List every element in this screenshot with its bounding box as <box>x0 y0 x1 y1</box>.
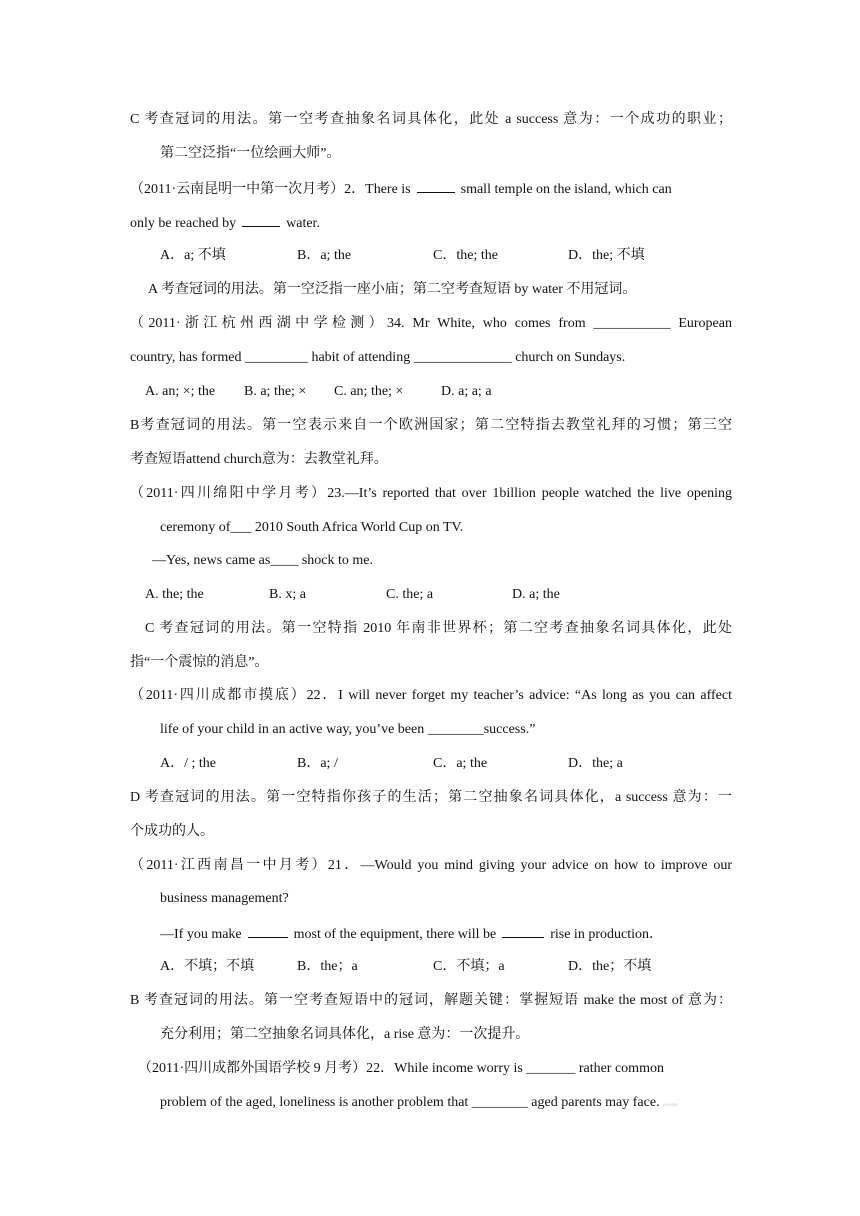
q3-answer-line: B考查冠词的用法。第一空表示来自一个欧洲国家；第二空特指去教堂礼拜的习惯；第三空 <box>130 418 732 433</box>
q5-answer-line: D 考查冠词的用法。第一空特指你孩子的生活；第二空抽象名词具体化，a success 意为：一 <box>130 790 732 805</box>
q3-answer-line2: 考查短语attend church意为：去教堂礼拜。 <box>130 452 388 467</box>
q3-option-a: A. an; ×; the <box>145 384 216 399</box>
q5-stem-line2: life of your child in an active way, you’ve been ________success.” <box>160 722 536 737</box>
q4-option-c: C. the; a <box>386 587 434 602</box>
q5-option-d: D．the; a <box>568 756 623 771</box>
q2-blank-1 <box>417 178 455 193</box>
q6-answer-line: B 考查冠词的用法。第一空考查短语中的冠词，解题关键：掌握短语 make the most of 意为： <box>130 993 732 1008</box>
q7-stem-line2-text: problem of the aged, loneliness is another problem that ________ aged parents may face. <box>160 1095 660 1110</box>
q2-stem-post: small temple on the island, which can <box>460 182 672 197</box>
q6-stem-line3 <box>160 923 762 945</box>
q2-stem-line1 <box>130 178 732 200</box>
q3-option-b: B. a; the; × <box>244 384 307 399</box>
q2-stem-line2-post: water. <box>286 216 320 231</box>
q6-option-c: C．不填；a <box>433 959 505 974</box>
q5-stem-line1: （2011·四川成都市摸底）22．I will never forget my teacher’s advice: “As long as you can affect <box>130 688 732 703</box>
q6-stem-line1: （2011·江西南昌一中月考）21．—Would you mind giving your advice on how to improve our <box>130 858 732 873</box>
q2-options <box>160 246 762 266</box>
q3-option-d: D. a; a; a <box>441 384 492 399</box>
q4-option-d: D. a; the <box>512 587 560 602</box>
q4-stem-line1: （2011·四川绵阳中学月考）23.—It’s reported that over 1billion people watched the live opening <box>130 486 732 501</box>
q6-option-d: D．the；不填 <box>568 959 652 974</box>
q6-answer-line2: 充分利用；第二空抽象名词具体化，a rise 意为：一次提升。 <box>160 1027 530 1042</box>
q4-option-a: A. the; the <box>145 587 204 602</box>
q6-stem-line3-c: rise in production． <box>550 927 663 942</box>
q2-option-a: A．a; 不填 <box>160 248 226 263</box>
q5-option-a: A．/ ; the <box>160 756 216 771</box>
q6-option-a: A．不填；不填 <box>160 959 255 974</box>
q5-option-b: B．a; / <box>297 756 338 771</box>
q3-stem-line2: country, has formed _________ habit of attending ______________ church on Sundays. <box>130 350 626 365</box>
q2-stem-line2 <box>130 212 732 234</box>
q4-options <box>145 585 747 605</box>
q2-stem-pre: （2011·云南昆明一中第一次月考）2．There is <box>130 182 411 197</box>
q4-stem-line2: ceremony of___ 2010 South Africa World Cup on TV. <box>160 520 464 535</box>
q6-option-b: B．the；a <box>297 959 358 974</box>
q6-stem-line2: business management? <box>160 891 289 906</box>
q4-option-b: B. x; a <box>269 587 306 602</box>
q3-stem-line1: （2011·浙江杭州西湖中学检测）34. Mr White, who comes from ___________ European <box>130 316 732 331</box>
q6-stem-line3-b: most of the equipment, there will be <box>293 927 497 942</box>
q6-blank-1 <box>248 923 288 938</box>
q7-stem-line2 <box>160 1093 762 1115</box>
q5-options <box>160 754 762 774</box>
q6-stem-line3-a: —If you make <box>160 927 242 942</box>
q4-stem-line3: —Yes, news came as____ shock to me. <box>152 553 373 568</box>
q4-answer-line2: 指“一个震惊的消息”。 <box>130 655 269 670</box>
q2-stem-line2-pre: only be reached by <box>130 216 237 231</box>
q7-stem-line1: （2011·四川成都外国语学校 9 月考）22．While income worry is _______ rather common <box>138 1061 664 1076</box>
q6-blank-2 <box>502 923 544 938</box>
q2-option-d: D．the; 不填 <box>568 248 645 263</box>
q2-answer-line: A 考查冠词的用法。第一空泛指一座小庙；第二空考查短语 by water 不用冠词。 <box>148 282 637 297</box>
q3-option-c: C. an; the; × <box>334 384 404 399</box>
q3-options <box>145 382 747 402</box>
q2-option-b: B．a; the <box>297 248 352 263</box>
q5-answer-line2: 个成功的人。 <box>130 824 214 839</box>
q2-blank-2 <box>242 212 280 227</box>
watermark: 高考资源网 <box>662 1103 678 1107</box>
q4-answer-line: C 考查冠词的用法。第一空特指 2010 年南非世界杯；第二空考查抽象名词具体化，此处 <box>145 621 732 636</box>
q5-option-c: C．a; the <box>433 756 488 771</box>
q2-option-c: C．the; the <box>433 248 498 263</box>
q1-answer-line: C 考查冠词的用法。第一空考查抽象名词具体化，此处 a success 意为：一个成功的职业； <box>130 112 732 127</box>
q1-answer-line2: 第二空泛指“一位绘画大师”。 <box>160 146 341 161</box>
q6-options <box>160 957 762 977</box>
